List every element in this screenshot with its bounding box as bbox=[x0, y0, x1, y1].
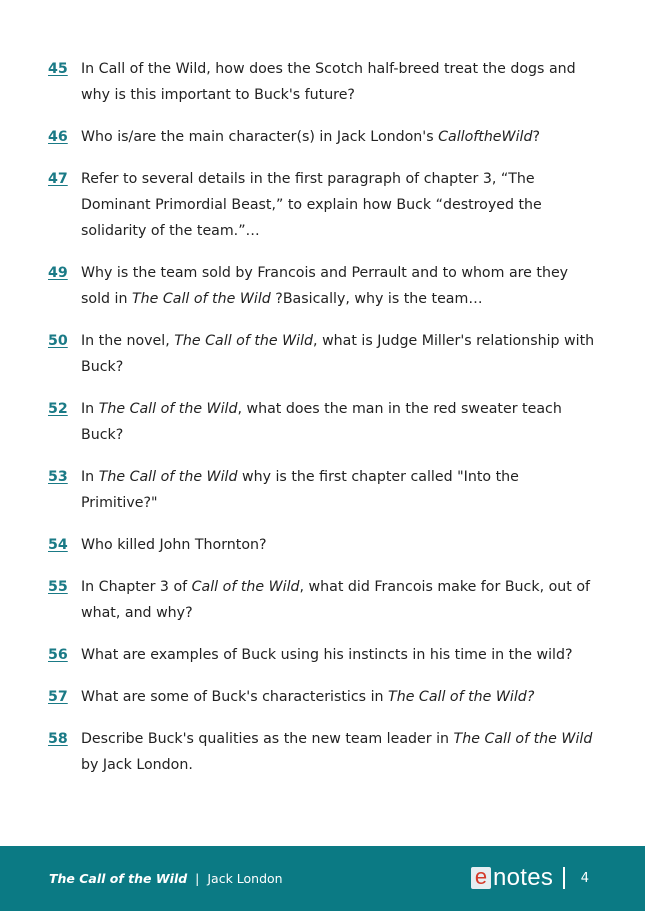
question-list bbox=[0, 56, 645, 794]
question-text-italic: The Call of the Wild bbox=[174, 333, 314, 349]
question-text-segment: Refer to several details in the first paragraph of chapter 3, “The Dominant Primordial Beast,” to explain how Buck “destroyed the solidarity of the team.”… bbox=[81, 171, 542, 239]
question-number-link[interactable]: 47 bbox=[48, 171, 68, 187]
question-item bbox=[48, 328, 598, 380]
question-item bbox=[48, 726, 598, 778]
footer-author: Jack London bbox=[207, 871, 283, 886]
question-item bbox=[48, 124, 598, 150]
question-text-segment: , what did Francois make for Buck, out of what, and why? bbox=[81, 579, 591, 621]
question-text-italic: The Call of the Wild bbox=[98, 401, 238, 417]
question-text-segment: , what is Judge Miller's relationship with Buck? bbox=[81, 333, 595, 375]
question-text bbox=[81, 328, 598, 380]
question-text bbox=[81, 396, 598, 448]
question-text bbox=[81, 464, 598, 516]
question-text-segment: What are examples of Buck using his instincts in his time in the wild? bbox=[81, 647, 573, 663]
question-text-segment: ? bbox=[532, 129, 540, 145]
question-text bbox=[81, 56, 598, 108]
question-text-segment: Who killed John Thornton? bbox=[81, 537, 267, 553]
question-text bbox=[81, 166, 598, 244]
question-text-italic: The Call of the Wild bbox=[131, 291, 271, 307]
question-number-link[interactable]: 46 bbox=[48, 129, 68, 145]
question-number-link[interactable]: 45 bbox=[48, 61, 68, 77]
question-item bbox=[48, 166, 598, 244]
question-number-link[interactable]: 57 bbox=[48, 689, 68, 705]
question-text bbox=[81, 260, 598, 312]
question-text-segment: ?Basically, why is the team… bbox=[270, 291, 483, 307]
page-number: 4 bbox=[580, 870, 589, 886]
footer-separator: | bbox=[195, 871, 200, 886]
question-text-segment: Why is the team sold by Francois and Perrault and to whom are they sold in bbox=[81, 265, 569, 307]
enotes-logo-text: notes bbox=[493, 864, 554, 891]
question-number-link[interactable]: 56 bbox=[48, 647, 68, 663]
question-text bbox=[81, 124, 598, 150]
question-item bbox=[48, 56, 598, 108]
question-text-segment: In Call of the Wild, how does the Scotch half-breed treat the dogs and why is this important to Buck's future? bbox=[81, 61, 576, 103]
question-text bbox=[81, 726, 598, 778]
question-number-link[interactable]: 50 bbox=[48, 333, 68, 349]
question-text-segment: why is the first chapter called "Into the Primitive?" bbox=[81, 469, 519, 511]
enotes-logo-area bbox=[471, 864, 589, 892]
question-number-link[interactable]: 53 bbox=[48, 469, 68, 485]
page-footer bbox=[0, 846, 645, 911]
question-text-italic: The Call of the Wild? bbox=[388, 689, 535, 705]
question-number-link[interactable]: 54 bbox=[48, 537, 68, 553]
question-number-link[interactable]: 55 bbox=[48, 579, 68, 595]
question-item bbox=[48, 464, 598, 516]
question-text-italic: Call of the Wild bbox=[191, 579, 300, 595]
question-item bbox=[48, 684, 598, 710]
question-number-link[interactable]: 52 bbox=[48, 401, 68, 417]
question-text-segment: In Chapter 3 of bbox=[81, 579, 192, 595]
question-text-segment: What are some of Buck's characteristics in bbox=[81, 689, 389, 705]
question-text bbox=[81, 684, 598, 710]
question-text-segment: In the novel, bbox=[81, 333, 175, 349]
question-text bbox=[81, 642, 598, 668]
enotes-logo-e-icon: e bbox=[471, 867, 491, 889]
question-text-segment: , what does the man in the red sweater teach Buck? bbox=[81, 401, 562, 443]
question-item bbox=[48, 642, 598, 668]
question-text-segment: In bbox=[81, 469, 99, 485]
question-text-segment: Describe Buck's qualities as the new team leader in bbox=[81, 731, 454, 747]
question-item bbox=[48, 260, 598, 312]
question-text-italic: The Call of the Wild bbox=[98, 469, 238, 485]
footer-book-title: The Call of the Wild bbox=[49, 871, 188, 886]
question-text-italic: CalloftheWild bbox=[438, 129, 533, 145]
question-item bbox=[48, 532, 598, 558]
footer-book-info bbox=[49, 871, 283, 886]
question-text bbox=[81, 532, 598, 558]
question-text-italic: The Call of the Wild bbox=[453, 731, 593, 747]
question-text-segment: by Jack London. bbox=[81, 757, 193, 773]
question-text-segment: Who is/are the main character(s) in Jack London's bbox=[81, 129, 439, 145]
question-item bbox=[48, 396, 598, 448]
question-text bbox=[81, 574, 598, 626]
footer-divider bbox=[563, 867, 565, 889]
question-number-link[interactable]: 58 bbox=[48, 731, 68, 747]
question-number-link[interactable]: 49 bbox=[48, 265, 68, 281]
question-text-segment: In bbox=[81, 401, 99, 417]
question-item bbox=[48, 574, 598, 626]
